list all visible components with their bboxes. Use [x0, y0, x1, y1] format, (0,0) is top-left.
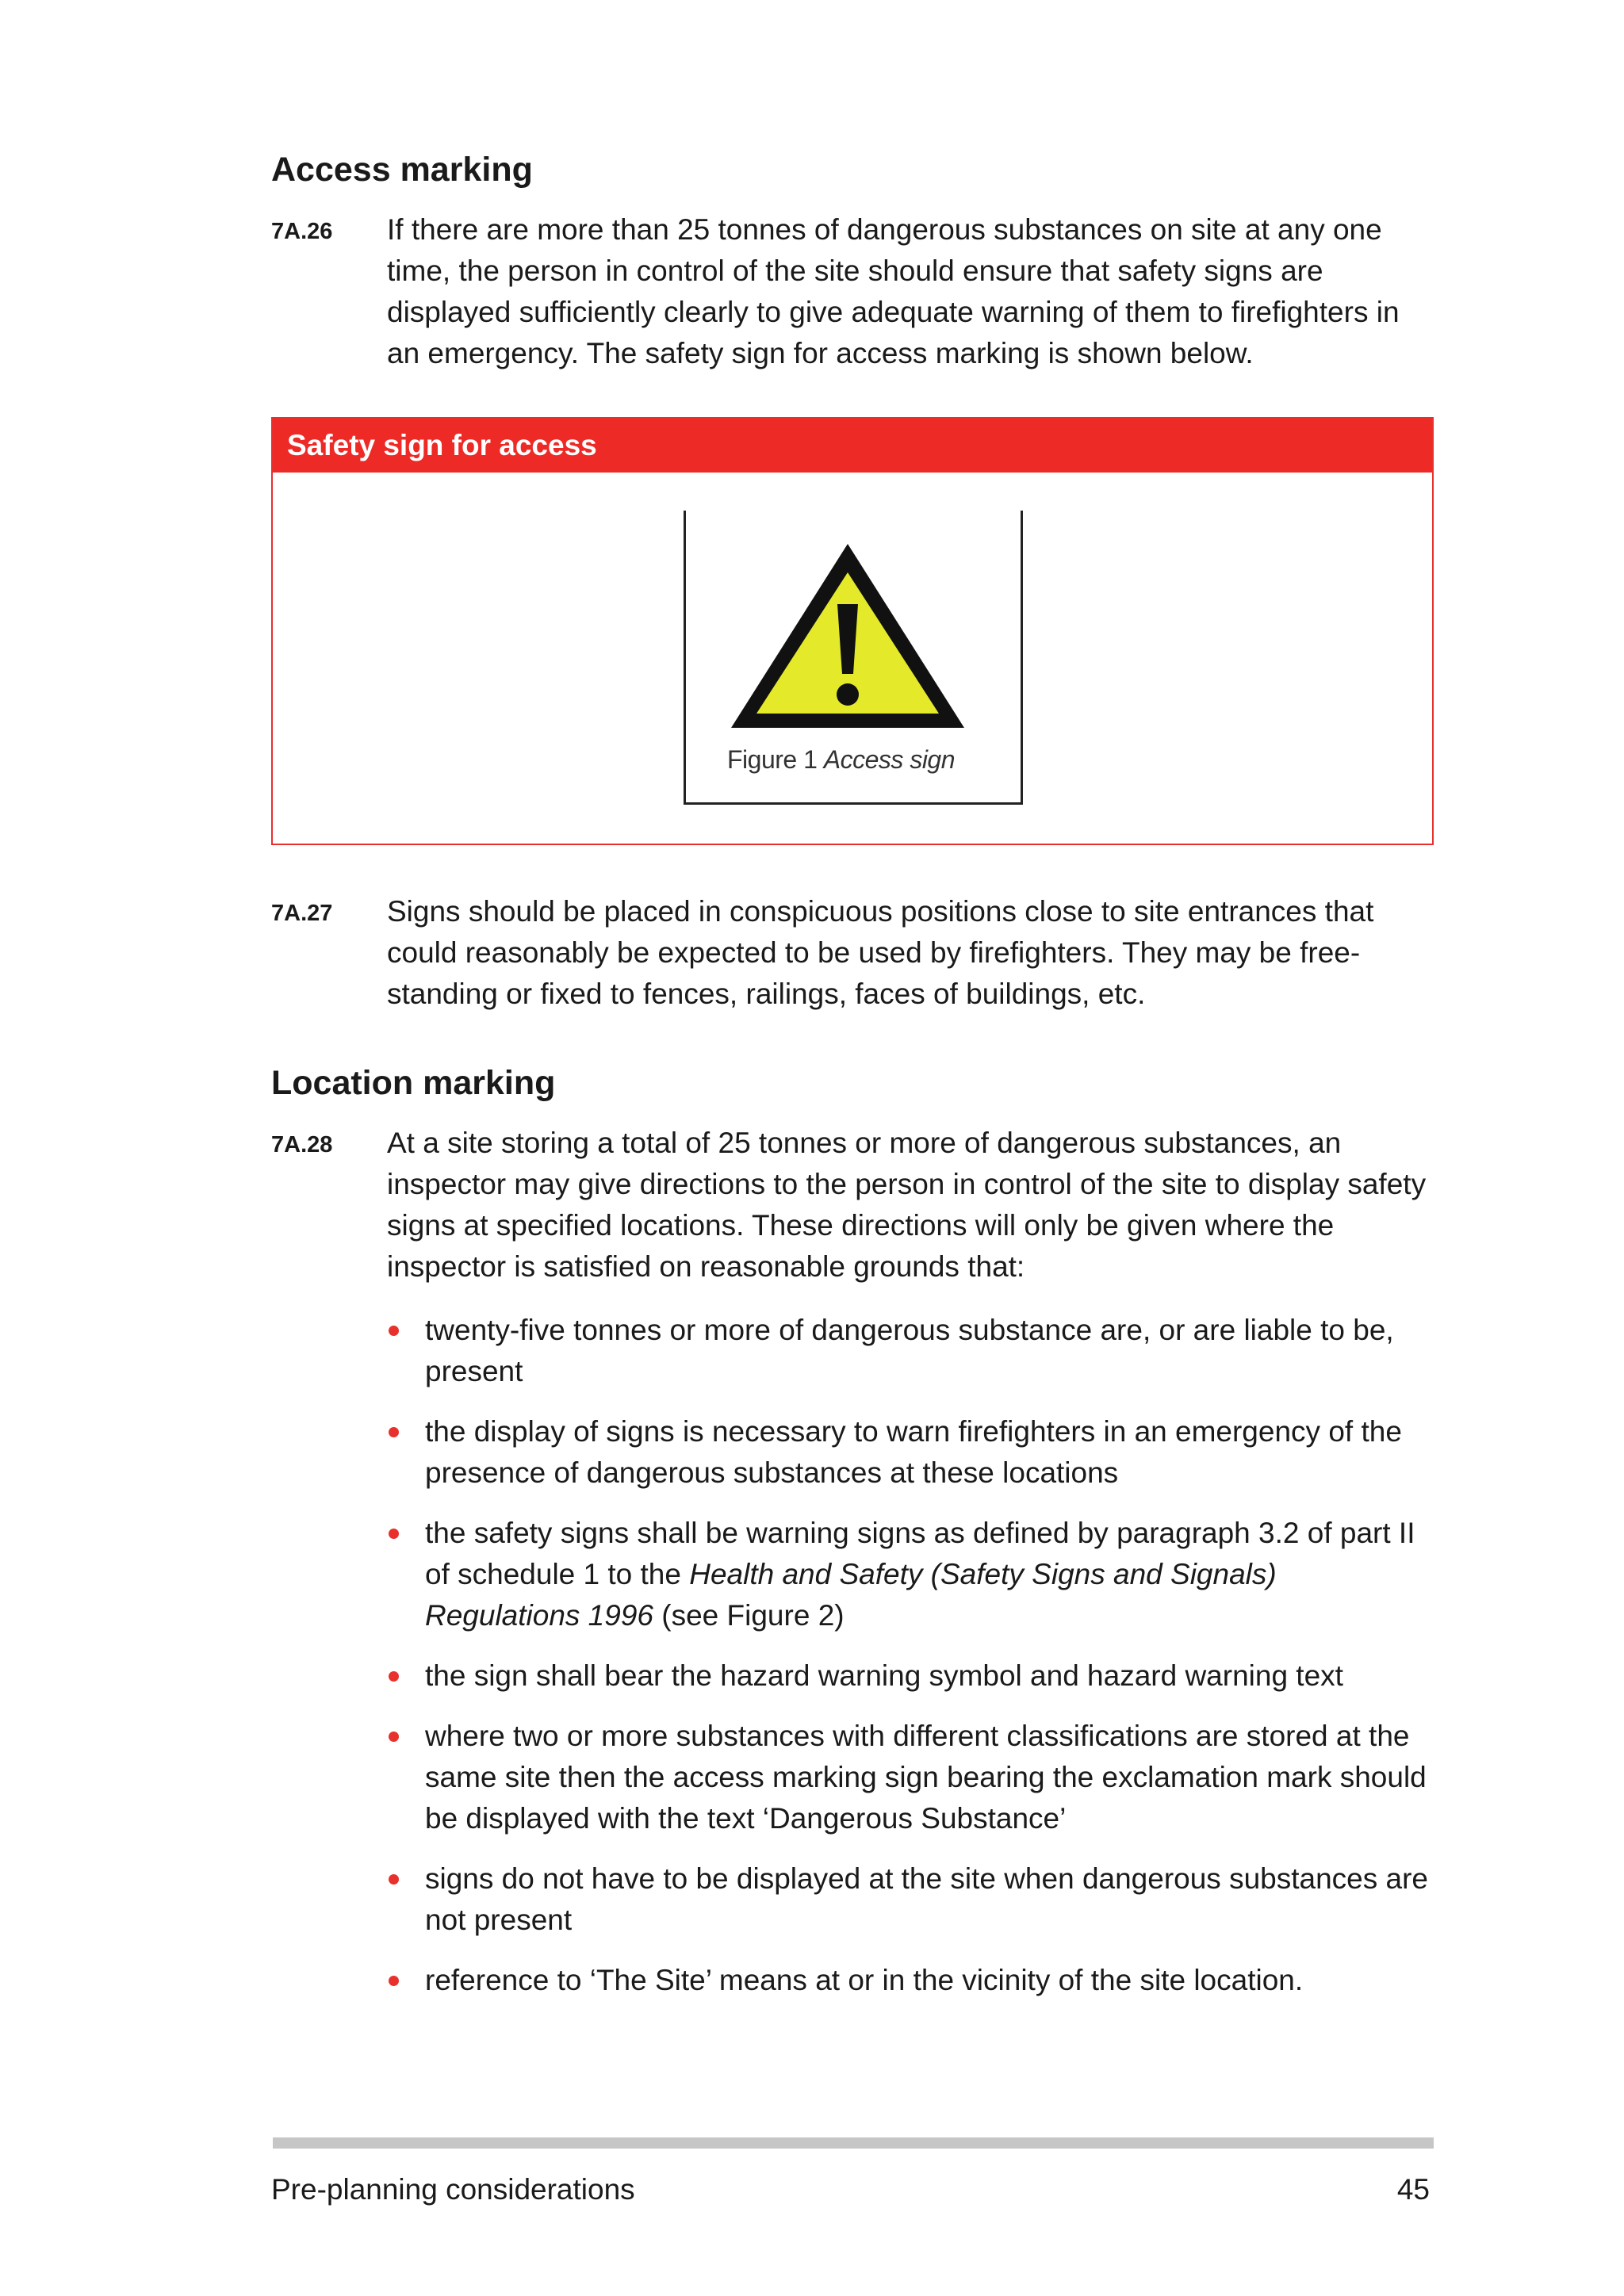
list-item: signs do not have to be displayed at the site when dangerous substances are not present [387, 1858, 1434, 1941]
paragraph-7a27 [271, 891, 1437, 1015]
regulation-title: Health and Safety (Safety Signs and Signals) Regulations 1996 [425, 1558, 1277, 1632]
list-item: the sign shall bear the hazard warning symbol and hazard warning text [387, 1655, 1434, 1697]
paragraph-7a28 [271, 1123, 1437, 1288]
bullet-dot [389, 1427, 399, 1437]
figure-caption-text: Access sign [823, 745, 956, 774]
list-item: the safety signs shall be warning signs as defined by paragraph 3.2 of part II of schedule 1 to the Health and Safety (Safety Signs and Signals) Regulations 1996 (see Figure 2) [387, 1513, 1434, 1636]
page-number: 45 [1396, 2173, 1430, 2206]
bullet-dot [389, 1732, 399, 1742]
paragraph-number: 7A.28 [271, 1132, 333, 1158]
paragraph-text: At a site storing a total of 25 tonnes or more of dangerous substances, an inspector may give directions to the person in control of the site to display safety signs at specified locations. These directions will only be given where the inspector is satisfied on reasonable grounds that: [387, 1127, 1427, 1283]
bullet-dot [389, 1671, 399, 1682]
paragraph-text: Signs should be placed in conspicuous positions close to site entrances that could reasonably be expected to be used by firefighters. They may be free-standing or fixed to fences, railings, faces of buildings, etc. [387, 895, 1374, 1010]
warning-triangle-exclamation-icon [730, 541, 966, 731]
bullet-dot [389, 1874, 399, 1885]
list-item: where two or more substances with different classifications are stored at the same site then the access marking sign bearing the exclamation mark should be displayed with the text ‘Dangerous Substance’ [387, 1716, 1434, 1839]
list-item: reference to ‘The Site’ means at or in the vicinity of the site location. [387, 1960, 1434, 2001]
footer-section-title: Pre-planning considerations [271, 2173, 635, 2206]
bullet-dot [389, 1529, 399, 1539]
list-item: the display of signs is necessary to warn firefighters in an emergency of the presence of dangerous substances at these locations [387, 1411, 1434, 1494]
footer-divider [273, 2137, 1434, 2149]
safety-sign-box [271, 417, 1434, 845]
bullet-dot [389, 1326, 399, 1336]
figure-label: Figure 1 [727, 745, 818, 774]
safety-sign-box-title: Safety sign for access [273, 419, 1432, 473]
heading-location-marking: Location marking [271, 1064, 556, 1102]
heading-access-marking: Access marking [271, 151, 533, 189]
paragraph-7a26 [271, 209, 1437, 374]
list-item: twenty-five tonnes or more of dangerous substance are, or are liable to be, present [387, 1310, 1434, 1392]
paragraph-text: If there are more than 25 tonnes of dangerous substances on site at any one time, the person in control of the site should ensure that safety signs are displayed sufficiently clearly to give adequate warning of them to firefighters in an emergency. The safety sign for access marking is shown below. [387, 213, 1400, 369]
bullet-dot [389, 1976, 399, 1986]
access-sign-figure [684, 511, 1023, 805]
bullet-list [387, 1310, 1434, 2020]
paragraph-number: 7A.27 [271, 901, 333, 926]
paragraph-number: 7A.26 [271, 219, 333, 244]
figure-caption [727, 745, 955, 775]
